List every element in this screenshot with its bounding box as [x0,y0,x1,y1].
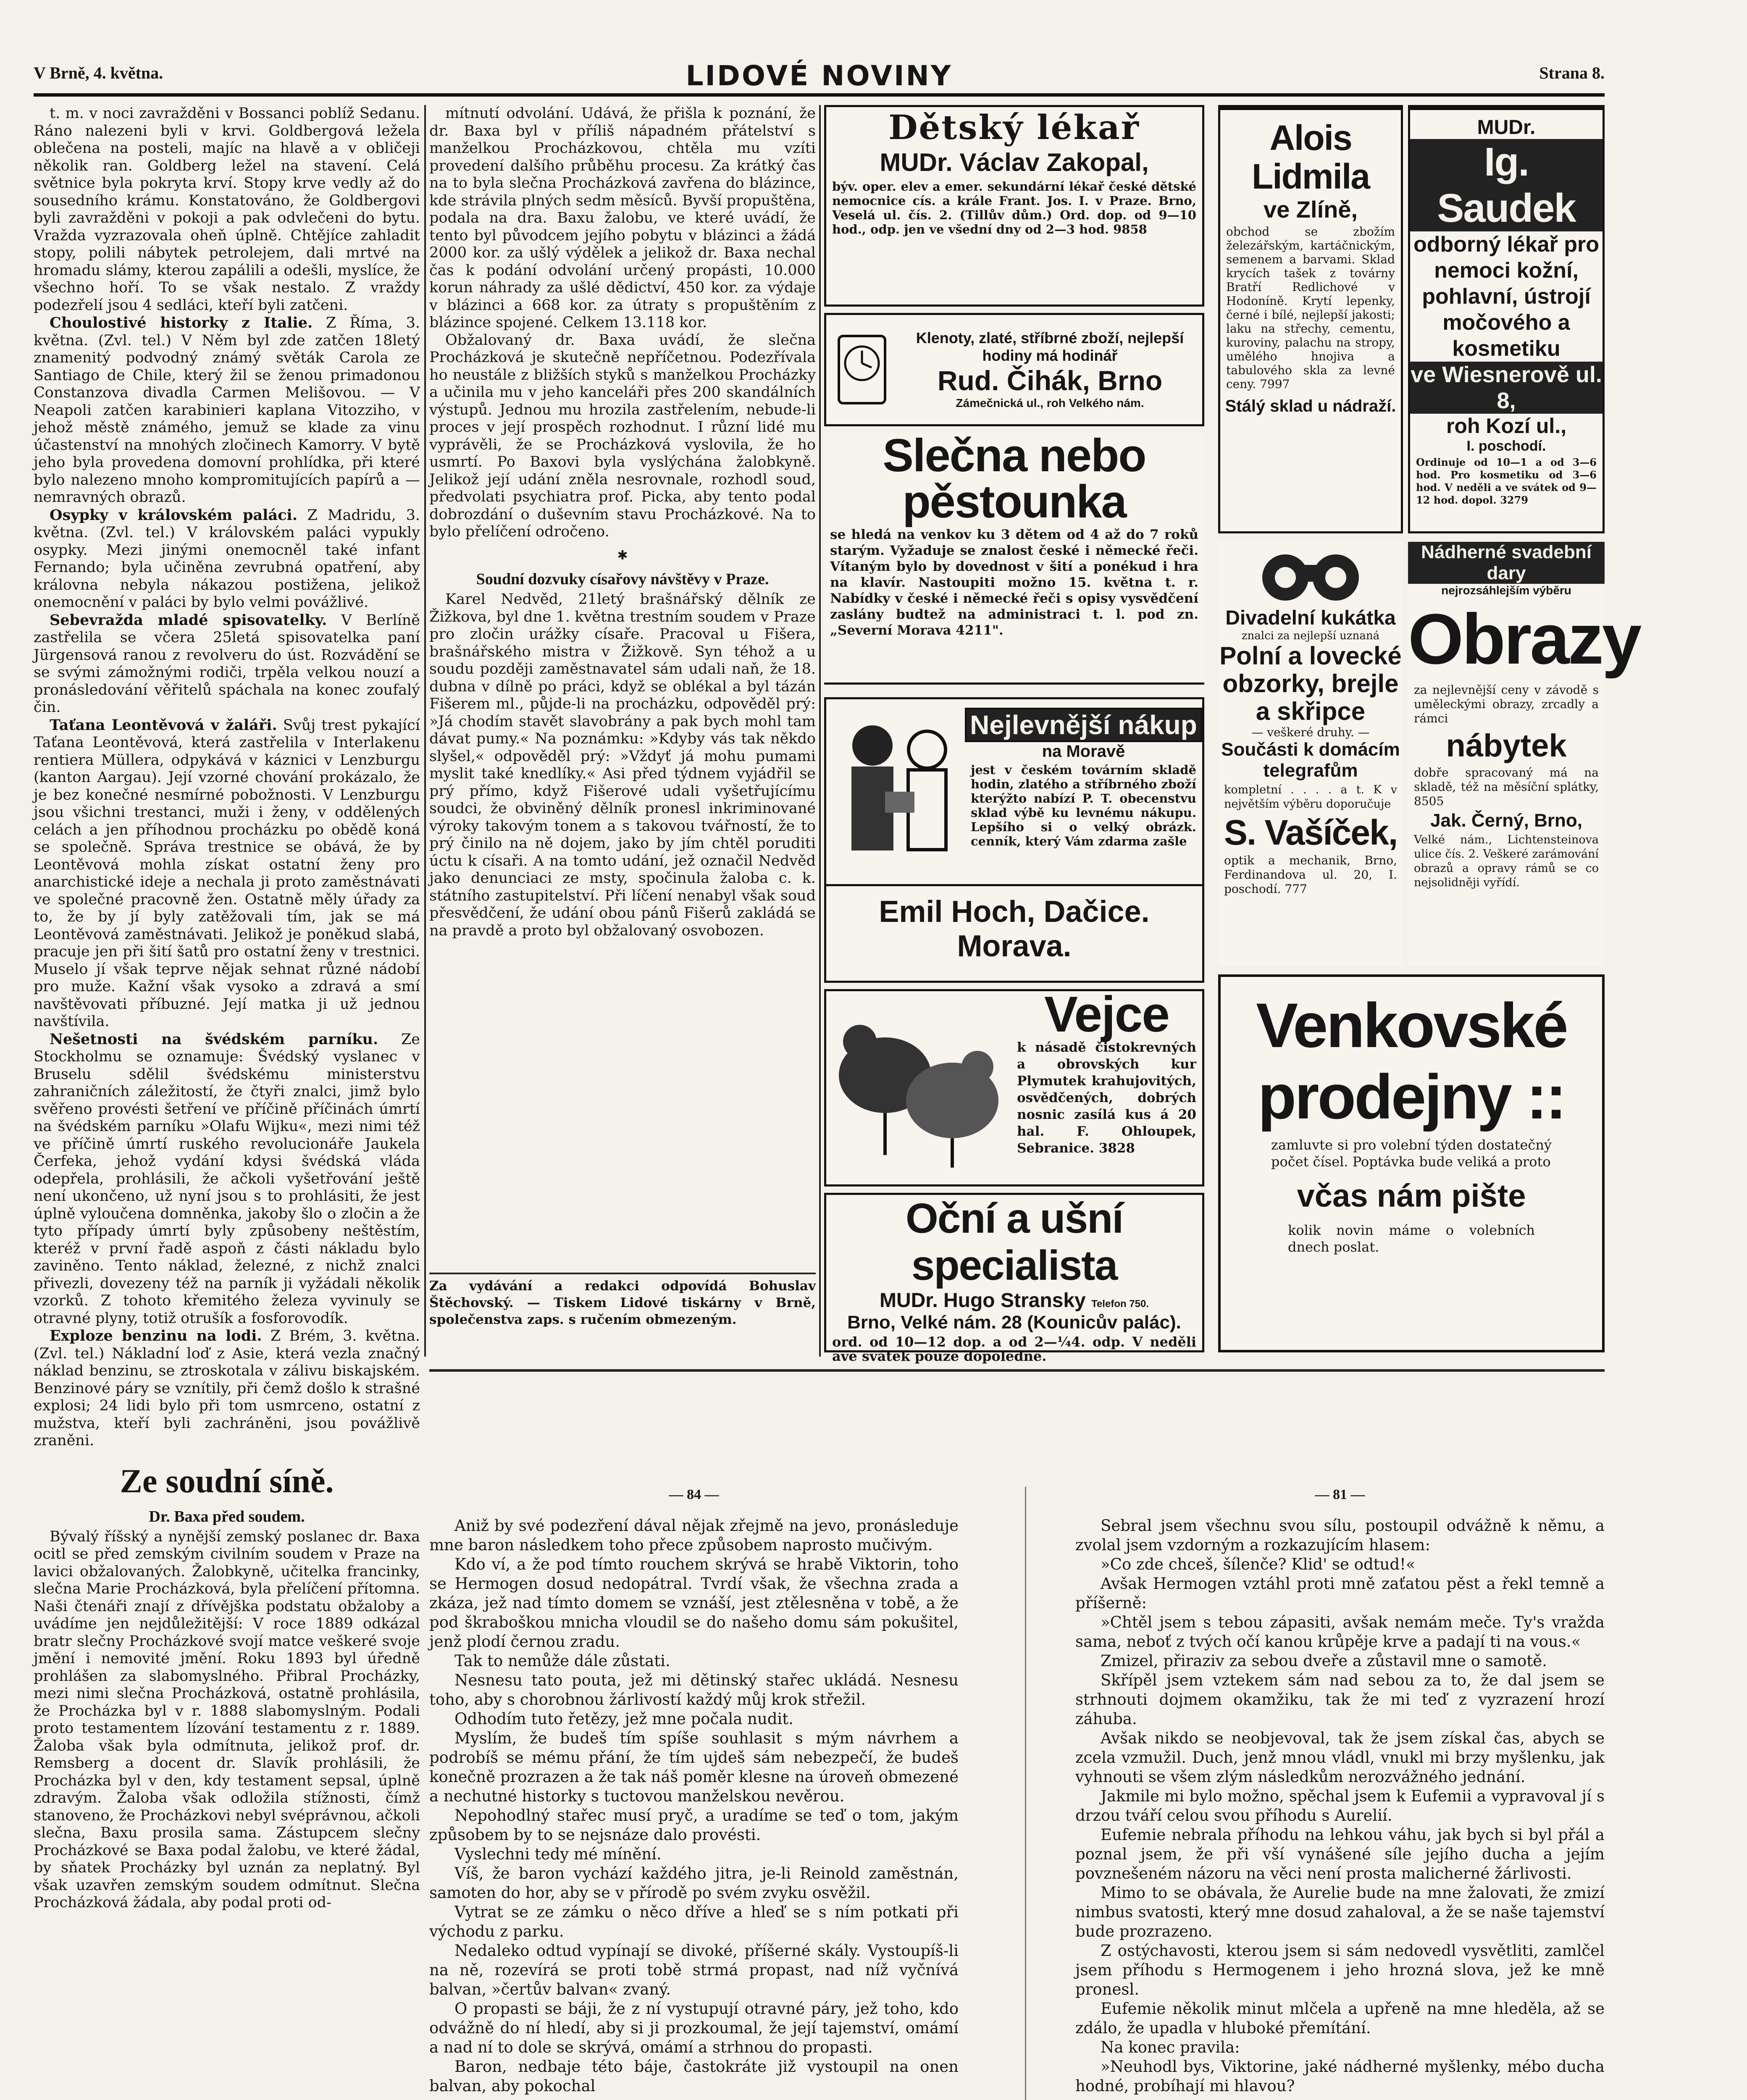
article-nedved: Karel Nedvěd, 21letý brašnářský dělník ze Žižkova, byl dne 1. května trestním soudem v Praze pro zločin urážky císaře. Pracoval u Fišera, brašnářského mistra v Žižkově. Syn téhož a u soudu později zaměstnavatel sám udali naň, že 18. dubna v dílně po práci, když se oblékal a byl tázán Fišerem ml., půjde-li na procházku, odpověděl prý: »Já chodím stavět slavobrány a pak bych mohl tam dávat pumy.« Na poznámku: »Kdyby vás tak někdo slyšel,« odpověděl prý: »Vždyť já mohu pumami myslit také knedlíky.« Asi před týdnem vyjádřil se prý přímo, když Fišerové udali vyšetřujícímu soudci, že obviněný dělník pronesl inkriminované výroky takovým tonem a s takovou tvářností, že to prý činilo na ně dojem, jako by jím chtěl poruditi úctu k císaři. A na tomto udání, jež označil Nedvěd jako denunciaci ze msty, spočinula žaloba c. k. státního zastupitelství. Při líčení nenabyl však soud přesvědčení, že udání obou pánů Fišerů zakládá se na pravdě a proto byl obžalovaný osvobozen. [429,591,816,939]
ad-slecna [824,430,1204,685]
news-column-left [34,105,420,1911]
headline-dozvuky: Soudní dozvuky císařovy návštěvy v Praze. [476,570,769,588]
headline-italie: Choulostivé historky z Italie. [50,314,313,331]
headline-osypky: Osypky v královském paláci. [50,506,297,524]
article-exploze: Z Brém, 3. května. (Zvl. tel.) Nákladní loď z Asie, která vezla značný náklad benzinu, se ztroskotala v zálivu biskajském. Benzinové páry se vznítily, při čemž došlo k strašné explosi; 24 lidi bylo při tom usmrceno, ostatní z mužstva, kteří byli zachráněni, jsou povážlivě zraněni. [34,1328,420,1449]
ad-cihak [824,313,1204,426]
masthead-title: LIDOVÉ NOVINY [686,60,953,92]
ad-ocni-addr: Brno, Velké nám. 28 (Kounicův palác). [847,1312,1181,1333]
headline-parnik: Nešetnosti na švédském parníku. [50,1030,378,1048]
ad-venkovske-prodejny [1218,974,1605,1352]
ad-ocni-tel: Telefon 750. [1091,1298,1149,1310]
ad-ocni-name: MUDr. Hugo Stransky [879,1289,1086,1312]
novel-right-paragraph: Na konec pravila: [1101,2038,1240,2056]
headline-sebevrazda: Sebevražda mladé spisovatelky. [50,611,327,629]
ad-cerny [1408,542,1640,966]
ad-saudek-mudr: MUDr. [1477,116,1536,139]
section-title-court: Ze soudní síně. [120,1462,334,1500]
ad-lidmila-name: Alois Lidmila [1251,118,1370,196]
page-header [34,60,1605,97]
headline-exploze: Exploze benzinu na lodi. [50,1327,262,1344]
novel-left-paragraph: Vyslechni tedy mé mínění. [454,1845,662,1863]
ad-saudek-text: odborný lékař pro nemoci kožní, pohlavní, ústrojí močového a kosmetiku [1413,232,1600,361]
ad-vejce-text: k násadě čistokrevných a obrovských kur Plymutek krahujovitých, osvědčených, dobrých nosnic zasílá kus á 20 hal. F. Ohloupek, Sebranice. 3828 [1017,1040,1196,1156]
ad-saudek-floor: I. poschodí. [1466,438,1546,454]
ad-kukatka-sub: znalci za nejlepší uznaná [1241,630,1380,642]
ad-kukatka-text: kompletní . . . . a t. K v největším výběru doporučuje [1224,783,1397,811]
ad-nabytek-text: dobře spracovaný má na skladě, též na měsíční splátky, 8505 [1414,766,1599,808]
novel-right-paragraph: Sebral jsem všechnu svou sílu, postoupil odvážně k němu, a zvolal jsem vzdorným a rozkazujícím hlasem: [1075,1517,1605,1554]
folio-left: — 84 — [669,1487,719,1502]
ad-vasicek-text: optik a mechanik, Brno, Ferdinandova ul. 20, I. poschodí. 777 [1224,853,1397,896]
ad-saudek-addr: ve Wiesnerově ul. 8, [1411,362,1602,413]
novel-right-paragraph: »Chtěl jsem s tebou zápasiti, avšak nemám meče. Ty's vražda sama, neboť z tvých očí kanou krůpěje krve a padají ti na vous.« [1075,1613,1605,1651]
ad-hoch [824,697,1204,983]
ad-vejce [824,986,1204,1186]
novel-left-paragraph: Nesnesu tato pouta, jež mi dětinský stařec ukládá. Nesnesu toho, aby s chorobnou žárlivostí každý můj krok střežil. [429,1671,959,1709]
ad-lidmila-place: ve Zlíně, [1263,196,1358,223]
court-subtitle: Dr. Baxa před soudem. [149,1507,305,1525]
article-parnik: Ze Stockholmu se oznamuje: Švédský vyslanec v Bruselu sdělil švédskému ministerstvu zahraničních záležitostí, že čtyři znalci, jimž bylo svěřeno provésti šetření ve příčině příčinách úmrtí na švédském parníku »Olafu Wijku«, mezi nimi též ve příčině úmrtí ruského revolucionáře Jaukela Čerfeka, jehož vydání kdysi švédská vláda odepřela, prohlásili, že ačkoli vyšetřování ještě není ukončeno, už nyní jsou s to prohlásiti, že jest úplně vyloučena domněnka, jakoby šlo o zločin a že tyto případy úmrtí byly způsobeny neštěstím, kteréž v první řadě aspoň z části nákladu bylo zaviněno. Tento náklad, železné, z nichž znalci přivezli, dovezeny též na parník ji vyžádali několik vzorků. Z tohoto křemitého železa vyvinuly se otravné plyny, totiž otrušík a fosforovodík. [34,1031,420,1327]
ad-slecna-text: se hledá na venkov ku 3 dětem od 4 až do 7 roků starým. Vyžaduje se znalost české i německé řeči. Vítaným bylo by dovednost v šití a ponékud i hra na klavír. Nastoupiti možno 15. května t. r. Nabídky v české i německé řeči s opisy vysvědčení zaslány budtež na administraci t. l. pod zn. „Severní Morava 4211". [830,527,1198,638]
ad-slecna-title: Slečna nebo pěstounka [883,430,1146,528]
novel-right-paragraph: Skřípěl jsem vztekem sám nad sebou za to, že dal jsem se strhnouti dojmem okamžiku, tak že mi teď z vyzrazení hrozí záhuba. [1075,1671,1605,1728]
ad-saudek-name: Ig. Saudek [1410,139,1603,231]
imprint [429,1278,816,1349]
imprint-text: Za vydávání a redakci odpovídá Bohuslav Štěchovský. — Tiskem Lidové tiskárny v Brně, společenstva zaps. s ručením obmezeným. [429,1278,816,1327]
ad-venkov-text: zamluvte si pro volební týden dostatečný počet čísel. Poptávka bude veliká a proto [1271,1137,1552,1170]
novel-right-paragraph: Z ostýchavosti, kterou jsem si sám nedovedl vysvětliti, zamlčel jsem příhodu s Hermogenem i jeho hrozná slova, jež ke mně pronesl. [1075,1942,1605,1998]
ad-lidmila [1218,105,1403,533]
novel-right-paragraph: Jakmile mi bylo možno, spěchal jsem k Eufemii a vypravoval jí s drzou tváří celou svou příhodu s Aurelií. [1075,1787,1605,1824]
article-baxa-part3: Obžalovaný dr. Baxa uvádí, že slečna Procházková je skutečně nepříčetnou. Podezřívala ho neustále z bližších styků s manželkou Procházky a učinila mu v jeho kanceláři přes 200 skandálních výstupů. Jednou mu hrozila zastřelením, nebude-li proces v její prospěch rozhodnut. I různí lidé mu vyprávěli, že se Procházková vyslovila, že ho usmrtí. Po Baxovi byla vyslýchána žalobkyně. Jelikož její udání zněla nesrovnale, rozhodl soud, předvolati psychiatra prof. Picka, aby tento podal dobrozdání o duševním stavu Procházkové. Na to bylo přelíčení odročeno. [429,331,816,540]
news-column-middle [429,105,816,1264]
article-baxa-part2: mítnutí odvolání. Udává, že přišla k poznání, že dr. Baxa byl v příliš nápadném přátelství s manželkou Procházkovou, chtěla mu vzíti provedení dalšího průběhu procesu. Za krátký čas na to byla slečna Procházková zavřena do blázince, kde strávila plných sedm měsíců. Byvší propuštěna, podala na dra. Baxu žalobu, ve které uvádí, že tento byl původcem jejího pobytu v blázinci a žádá 2000 kor. za ušlý výdělek a jelikož dr. Baxa nechal čas k podání odvolání určený propásti, 10.000 korun náhrady za ušlé dědictví, 450 kor. za výdaje v blázinci a 668 kor. za útraty s propuštěním z blázince spojené. Celkem 13.118 kor. [429,105,816,331]
ad-obrazy-big: Obrazy [1408,599,1640,679]
ad-lekar-name: MUDr. Václav Zakopal, [880,148,1149,176]
ad-lekar-text: býv. oper. elev a emer. sekundární lékař české dětské nemocnice cís. a krále Frant. Jos. I. v Praze. Brno, Veselá ul. čís. 2. (Tillův dům.) Ord. dop. od 9—10 hod., odp. jen ve všední dny od 2—3 hod. 9858 [832,179,1196,236]
novel-right-paragraph: »Neuhodl bys, Viktorine, jaké nádherné myšlenky, mébo ducha hodné, probíhají mi hlavou? [1075,2058,1605,2095]
column-rule [424,105,426,1357]
binoculars-icon [1248,542,1374,605]
ad-obrazy-head: Nádherné svadební dary [1408,542,1605,584]
ad-cihak-text: Klenoty, zlaté, stříbrné zboží, nejlepší hodiny má hodinář [916,329,1184,364]
novel-right-paragraph: Eufemie několik minut mlčela a upřeně na mne hleděla, až se zdálo, že upadla v hluboké přemítání. [1075,2000,1605,2037]
ad-venkov-big: Venkovské prodejny :: [1256,990,1567,1132]
ad-nabytek: nábytek [1446,728,1567,764]
ad-cerny-text: Velké nám., Lichtensteinova ulice čís. 2. Veškeré zarámování obrazů a opravy rámů se co nejsolidněji vyřídí. [1414,833,1599,889]
ad-hoch-name: Emil Hoch, Dačice. Morava. [826,884,1202,963]
feuilleton-rule [429,1369,1605,1372]
separator-star: ✱ [617,548,628,563]
novel-left-paragraph: Víš, že baron vychází každého jitra, je-li Reinold zaměstnán, samoten do hor, aby se v přírodě po svém zvyku osvěžil. [429,1864,959,1902]
feuilleton-divider [1025,1487,1026,2100]
ad-kukatka-big: Polní a lovecké obzorky, brejle a skřipce [1219,642,1402,725]
ad-ocni [824,1193,1204,1364]
ad-kukatka-txt: — veškeré druhy. — [1251,725,1370,739]
novel-right-paragraph: Mimo to se obávala, že Aurelie bude na mne žalovati, že zmizí nimbus svatosti, který mne dosud zahaloval, a že se naše tajemství bude prozrazeno. [1075,1884,1605,1940]
ad-venkov-small: kolik novin máme o volebních dnech poslat. [1288,1222,1535,1255]
imprint-rule [429,1273,816,1274]
ad-detsky-lekar [824,105,1204,307]
ad-ocni-text: ord. od 10—12 dop. a od 2—¼4. odp. V neděli ave svátek pouze dopoledne. [832,1334,1196,1364]
ad-saudek [1408,105,1605,533]
header-date: V Brně, 4. května. [34,63,163,82]
ad-vejce-title: Vejce [1044,986,1169,1042]
article-sebevrazda: V Berlíně zastřelila se včera 25letá spisovatelka paní Jürgensová ranou z revolveru do úst. Rozvádění se se svými zámožnými rodiči, trpěla velkou nouzí a pronásledování věřitelů spáchala na konec zoufalý čin. [34,612,420,716]
novel-right-paragraph: Eufemie nebrala příhodu na lehkou váhu, jak bych si byl přál a poznal jsem, že při vší vynášené síle jejího ducha a jejím povznešeném názoru na věci není prosta malicherné žárlivosti. [1075,1826,1605,1882]
article-goldberg: t. m. v noci zavražděni v Bossanci poblíž Sedanu. Ráno nalezeni byli v krvi. Goldbergová ležela oblečena na posteli, majíc na hlavě a v obličeji několik ran. Goldberg ležel na stavení. Celá světnice byla pokryta krví. Stopy krve vedly až do sousedního krámu. Konstatováno, že Goldbergovi byli zavražděni v pokoji a pak odvlečeni do bytu. Vražda vyzrazovala oheň úplně. Chtějíce zahladit stopy, polili nábytek petrolejem, dali mrtvé na hromadu slámy, kterou zapálili a odešli, myslíce, že všechno hoří. To se však nestalo. Z vraždy podezřelí jsou 4 sedláci, kteří byli zatčeni. [34,105,420,314]
ad-kukatka-title: Divadelní kukátka [1225,607,1396,629]
hens-icon [826,991,1011,1176]
novel-page-right [1075,1516,1605,2100]
ad-saudek-hours: Ordinuje od 10—1 a od 3—6 hod. Pro kosmetiku od 3—6 hod. V neděli a ve svátek od 9—12 hod. dopol. 3279 [1416,456,1597,506]
clock-icon [826,328,898,412]
novel-left-paragraph: Nepohodlný stařec musí pryč, a uradíme se teď o tom, jakým způsobem by to se nejsnáze dalo provésti. [429,1806,959,1844]
merchant-figures-icon [826,699,965,884]
novel-left-paragraph: Odhodím tuto řetězy, jež mne počala nudit. [454,1710,793,1728]
novel-left-paragraph: O propasti se báji, že z ní vystupují otravné páry, jež toho, kdo odvážně do ní hledí, aby si ji prozkoumal, že její tajemství, omámí a nad ní to dole se skrývá, omámí a strhnou do propasti. [429,2000,959,2056]
ad-kukatka-tel: Součásti k domácím telegrafům [1221,739,1400,781]
ad-cihak-name: Rud. Čihák, Brno [937,365,1163,396]
novel-left-paragraph: Baron, nedbaje této báje, častokráte již vystoupil na onen balvan, aby pokochal [429,2058,959,2095]
ad-hoch-sub: na Moravě [1042,742,1125,761]
novel-page-left [429,1516,959,2100]
article-baxa-part1: Bývalý říšský a nynější zemský poslanec dr. Baxa ocitl se před zemským civilním soudem v Praze na lavici obžalovaných. Žalobkyně, učitelka francinky, slečna Marie Procházková, byla přelíčení přítomna. Naši čtenáři znají z dřívějška podstatu obžaloby a uvádíme jen nejdůležitější: V roce 1889 odkázal bratr slečny Procházkové svojí matce veškeré svoje jmění i nemovité jmění. Roku 1893 byl úředně prohlášen za slabomyslného. Přibral Procházky, mezi nimi slečna Procházková, ostatně prohlásila, že Procházka byl v r. 1888 slabomyslným. Podali proto testamentem lízování testamentu z r. 1889. Žaloba však byla odmítnuta, jelikož prof. dr. Remsberg a docent dr. Slavík prohlásili, že Procházka byl v den, kdy testament sepsal, úplně zdravým. Žaloba však odložila stížnosti, čímž stanoveno, že Procházkovi nebyl svéprávnou, ačkoli slečna, Baxu prosila sama. Zástupcem slečny Procházkové se Baxa podal žalobu, ve které žádal, by sňatek Procházky byl uznán za neplatný. Byl však uzavřen zemským soudem odmítnut. Slečna Procházková žádala, aby podal proti od- [34,1528,420,1911]
ad-obrazy-text: za nejlevnější ceny v závodě s uměleckými obrazy, zrcadly a rámci [1414,683,1599,725]
page-number: Strana 8. [1539,63,1605,82]
article-leontevova: Svůj trest pykající Taťana Leontěvová, která zastřelila v Interlakenu rentiera Müllera, odpykává v káznici v Lenzburgu (kanton Aargau). Její vzorné chování prokázalo, že je bez konečné nesmírné pobožnosti. V Lenzburgu jsou všichni trestanci, muži i ženy, v oddělených celách a jen příhodnou procházku po obědě koná se společně. Správa trestnice se obává, že by Leontěvová mohla získat ostatní ženy pro anarchistické ideje a nechala ji proto zaměstnávati ve společné pracovně žen. Ostatně měly úřady za to, že by jí byly zatěžovali tím, jak se má Leontěvová zaměstnávati. Jelikož je poněkud slabá, pracuje jen při šití šatů pro ostatní ženy v trestnici. Muselo jí však teprve nějak sehnat různé nádobí pro muže. Kažní však vysoko a zdravá a smí navštěvovati příbuzné. Její matka ji už jednou navštívila. [34,717,420,1030]
ad-obrazy-sub: nejrozsáhlejším výběru [1441,584,1571,597]
novel-left-paragraph: Aniž by své podezření dával nějak zřejmě na jevo, pronásleduje mne baron následkem toho přece způsobem naprosto mučivým. [429,1517,959,1554]
ad-cihak-addr: Zámečnická ul., roh Velkého nám. [956,396,1144,410]
ad-saudek-corner: roh Kozí ul., [1446,414,1567,438]
ad-hoch-text: jest v českém továrním skladě hodin, zlatého a stříbrného zboží kterýžto nabízí P. T. obecenstvu sklad výbě ku levnému nákupu. Lepšího si o velký obrázk. cenník, který Vám zdarma zašle [971,763,1196,848]
ad-vasicek-name: S. Vašíček, [1224,813,1398,852]
novel-left-paragraph: Vytrat se ze zámku o něco dříve a hleď se s ním potkati při východu z parku. [429,1903,959,1940]
ad-lidmila-text: obchod se zbožím železářským, kartáčnickým, semenem a barvami. Sklad krycích tašek z továrny Bratří Redlichové v Hodoníně. Krytí lepenky, černé i bílé, nejlepší jakosti; laku na střechy, cementu, kuroviny, palachu na stropy, umělého hnojiva a tabulového skla za levné ceny. 7997 [1226,225,1395,391]
novel-left-paragraph: Tak to nemůže dále zůstati. [454,1652,670,1670]
ad-venkov-cta: včas nám pište [1297,1178,1526,1214]
folio-right: — 81 — [1315,1487,1365,1502]
novel-left-paragraph: Nedaleko odtud vypínají se divoké, příšerné skály. Vystoupíš-li na ně, rozevírá se proti tobě strmá propast, nad níž vyčnívá balvan, »čertův balvan« zvaný. [429,1942,959,1998]
ad-cerny-name: Jak. Černý, Brno, [1430,810,1582,831]
article-italie: Z Říma, 3. května. (Zvl. tel.) V Něm byl zde zatčen 18letý znamenitý podvodný známý světák Carola ze Santiago de Chile, který žil se ženou primadonou Constanzova divadla Carmen Melišovou. — V Neapoli zatčen karabinieri kaplana Vitozziho, v jehož městě známého, jemuž se klade za vinu účastenství na mnohých zločinech Kamorry. V bytě jeho byla provedena domovní prohlídka, při které bylo nalezeno mnoho kompromitujících papírů a — nemravných obrazů. [34,315,420,506]
headline-leontevova: Taťana Leontěvová v žaláři. [50,716,277,734]
ad-hoch-title: Nejlevnější nákup [965,708,1202,742]
novel-right-paragraph: »Co zde chceš, šílenče? Klid' se odtud!« [1101,1555,1416,1573]
article-osypky: Z Madridu, 3. května. (Zvl. tel.) V královském paláci vypukly osypky. Mezi jinými onemocněl také infant Fernando; byla učiněna zevrubná opatření, aby královna nebyla nákazou postižena, jelikož onemocnění v paláci by bylo velmi povážlivé. [34,507,420,611]
ad-lekar-title: Dětský lékař [888,108,1140,147]
novel-right-paragraph: Avšak nikdo se neobjevoval, tak že jsem získal čas, abych se zcela vzmužil. Duch, jenž mnou vládl, vnukl mi brzy myšlenku, jak vyhnouti se všem zlým následkům nerozvážného jednání. [1075,1729,1605,1786]
ad-lidmila-foot: Stálý sklad u nádraží. [1225,397,1396,415]
novel-right-paragraph: Zmizel, přiraziv za sebou dveře a zůstavil mne o samotě. [1101,1652,1547,1670]
novel-right-paragraph: Avšak Hermogen vztáhl proti mně zaťatou pěst a řekl temně a příšerně: [1075,1575,1605,1612]
novel-left-paragraph: Myslím, že budeš tím spíše souhlasit s mým návrhem a podrobíš se mému přání, že tím ujdeš sám nebezpečí, že budeš konečně prozrazen a že tak náš poměr klesne na úroveň obmezené a nechutné historky s tuctovou manželskou nevěrou. [429,1729,959,1805]
column-rule-2 [819,105,821,1357]
ad-ocni-title: Oční a ušní specialista [905,1195,1123,1289]
novel-left-paragraph: Kdo ví, a že pod tímto rouchem skrývá se hrabě Viktorin, toho se Hermogen dosud nedopátral. Tvrdí však, že všechna zrada a zkáza, jež nad tímto domem se vznáší, jest ztělesněna v tobě, a že pod škraboškou mnicha vloudil se do našeho domu sám pokušitel, jenž plodí černou zradu. [429,1555,959,1651]
ad-vasicek [1218,542,1403,966]
